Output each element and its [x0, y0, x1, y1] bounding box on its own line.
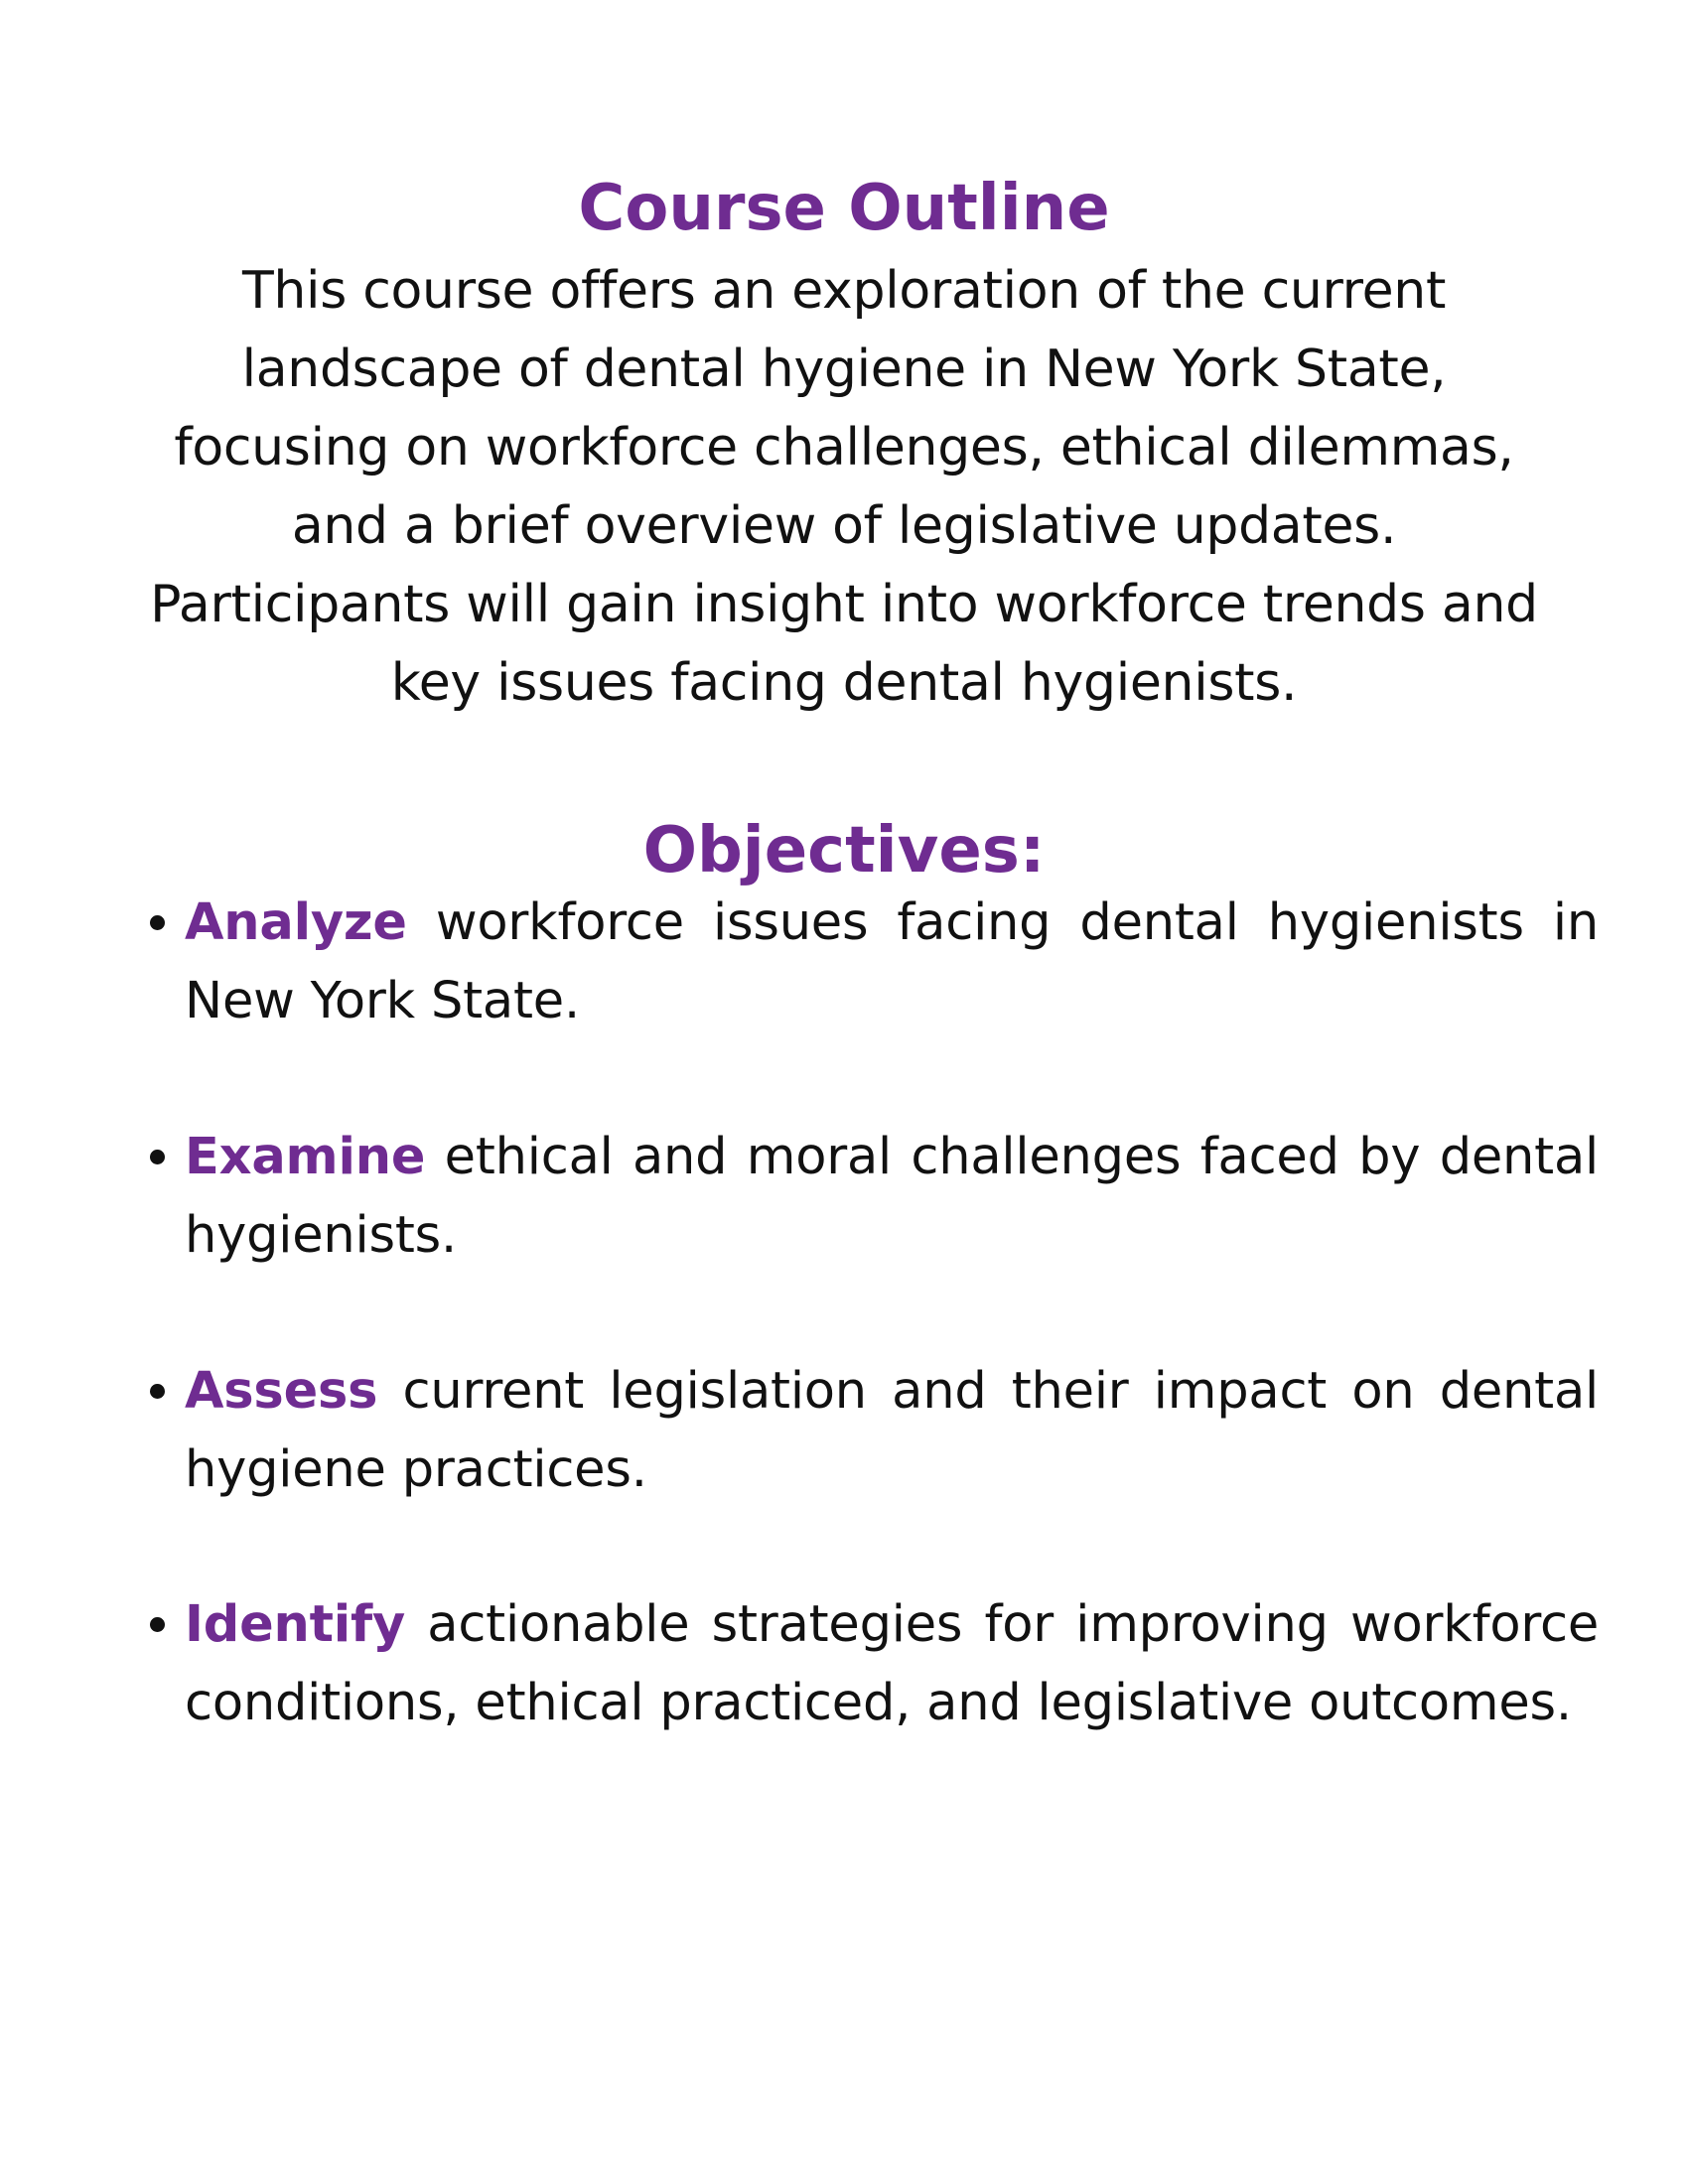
objective-text: [185, 884, 1599, 1040]
bullet-icon: [129, 1118, 185, 1196]
description-line: and a brief overview of legislative updates.: [291, 496, 1397, 556]
description-line: focusing on workforce challenges, ethical dilemmas,: [174, 418, 1514, 478]
objective-description: current legislation and their impact on dental hygiene practices.: [185, 1362, 1599, 1499]
objectives-heading: Objectives:: [642, 814, 1046, 887]
bullet-icon: [129, 884, 185, 962]
objective-verb: Analyze: [185, 893, 407, 952]
objective-text: [185, 1352, 1599, 1509]
objective-description: actionable strategies for improving workforce conditions, ethical practiced, and legislative outcomes.: [185, 1595, 1599, 1732]
objective-text: [185, 1585, 1599, 1742]
bullet-icon: [129, 1585, 185, 1664]
objective-verb: Identify: [185, 1595, 406, 1654]
objective-verb: Assess: [185, 1362, 378, 1421]
description-line: landscape of dental hygiene in New York State,: [241, 340, 1447, 399]
objective-text: [185, 1118, 1599, 1275]
objective-description: ethical and moral challenges faced by dental hygienists.: [185, 1128, 1599, 1265]
course-outline-title: Course Outline: [578, 172, 1110, 245]
objective-description: workforce issues facing dental hygienists in New York State.: [185, 893, 1599, 1030]
description-line: This course offers an exploration of the current: [241, 261, 1447, 321]
description-line: key issues facing dental hygienists.: [390, 653, 1298, 713]
description-line: Participants will gain insight into workforce trends and: [150, 575, 1538, 634]
objective-verb: Examine: [185, 1128, 426, 1186]
bullet-icon: [129, 1352, 185, 1431]
